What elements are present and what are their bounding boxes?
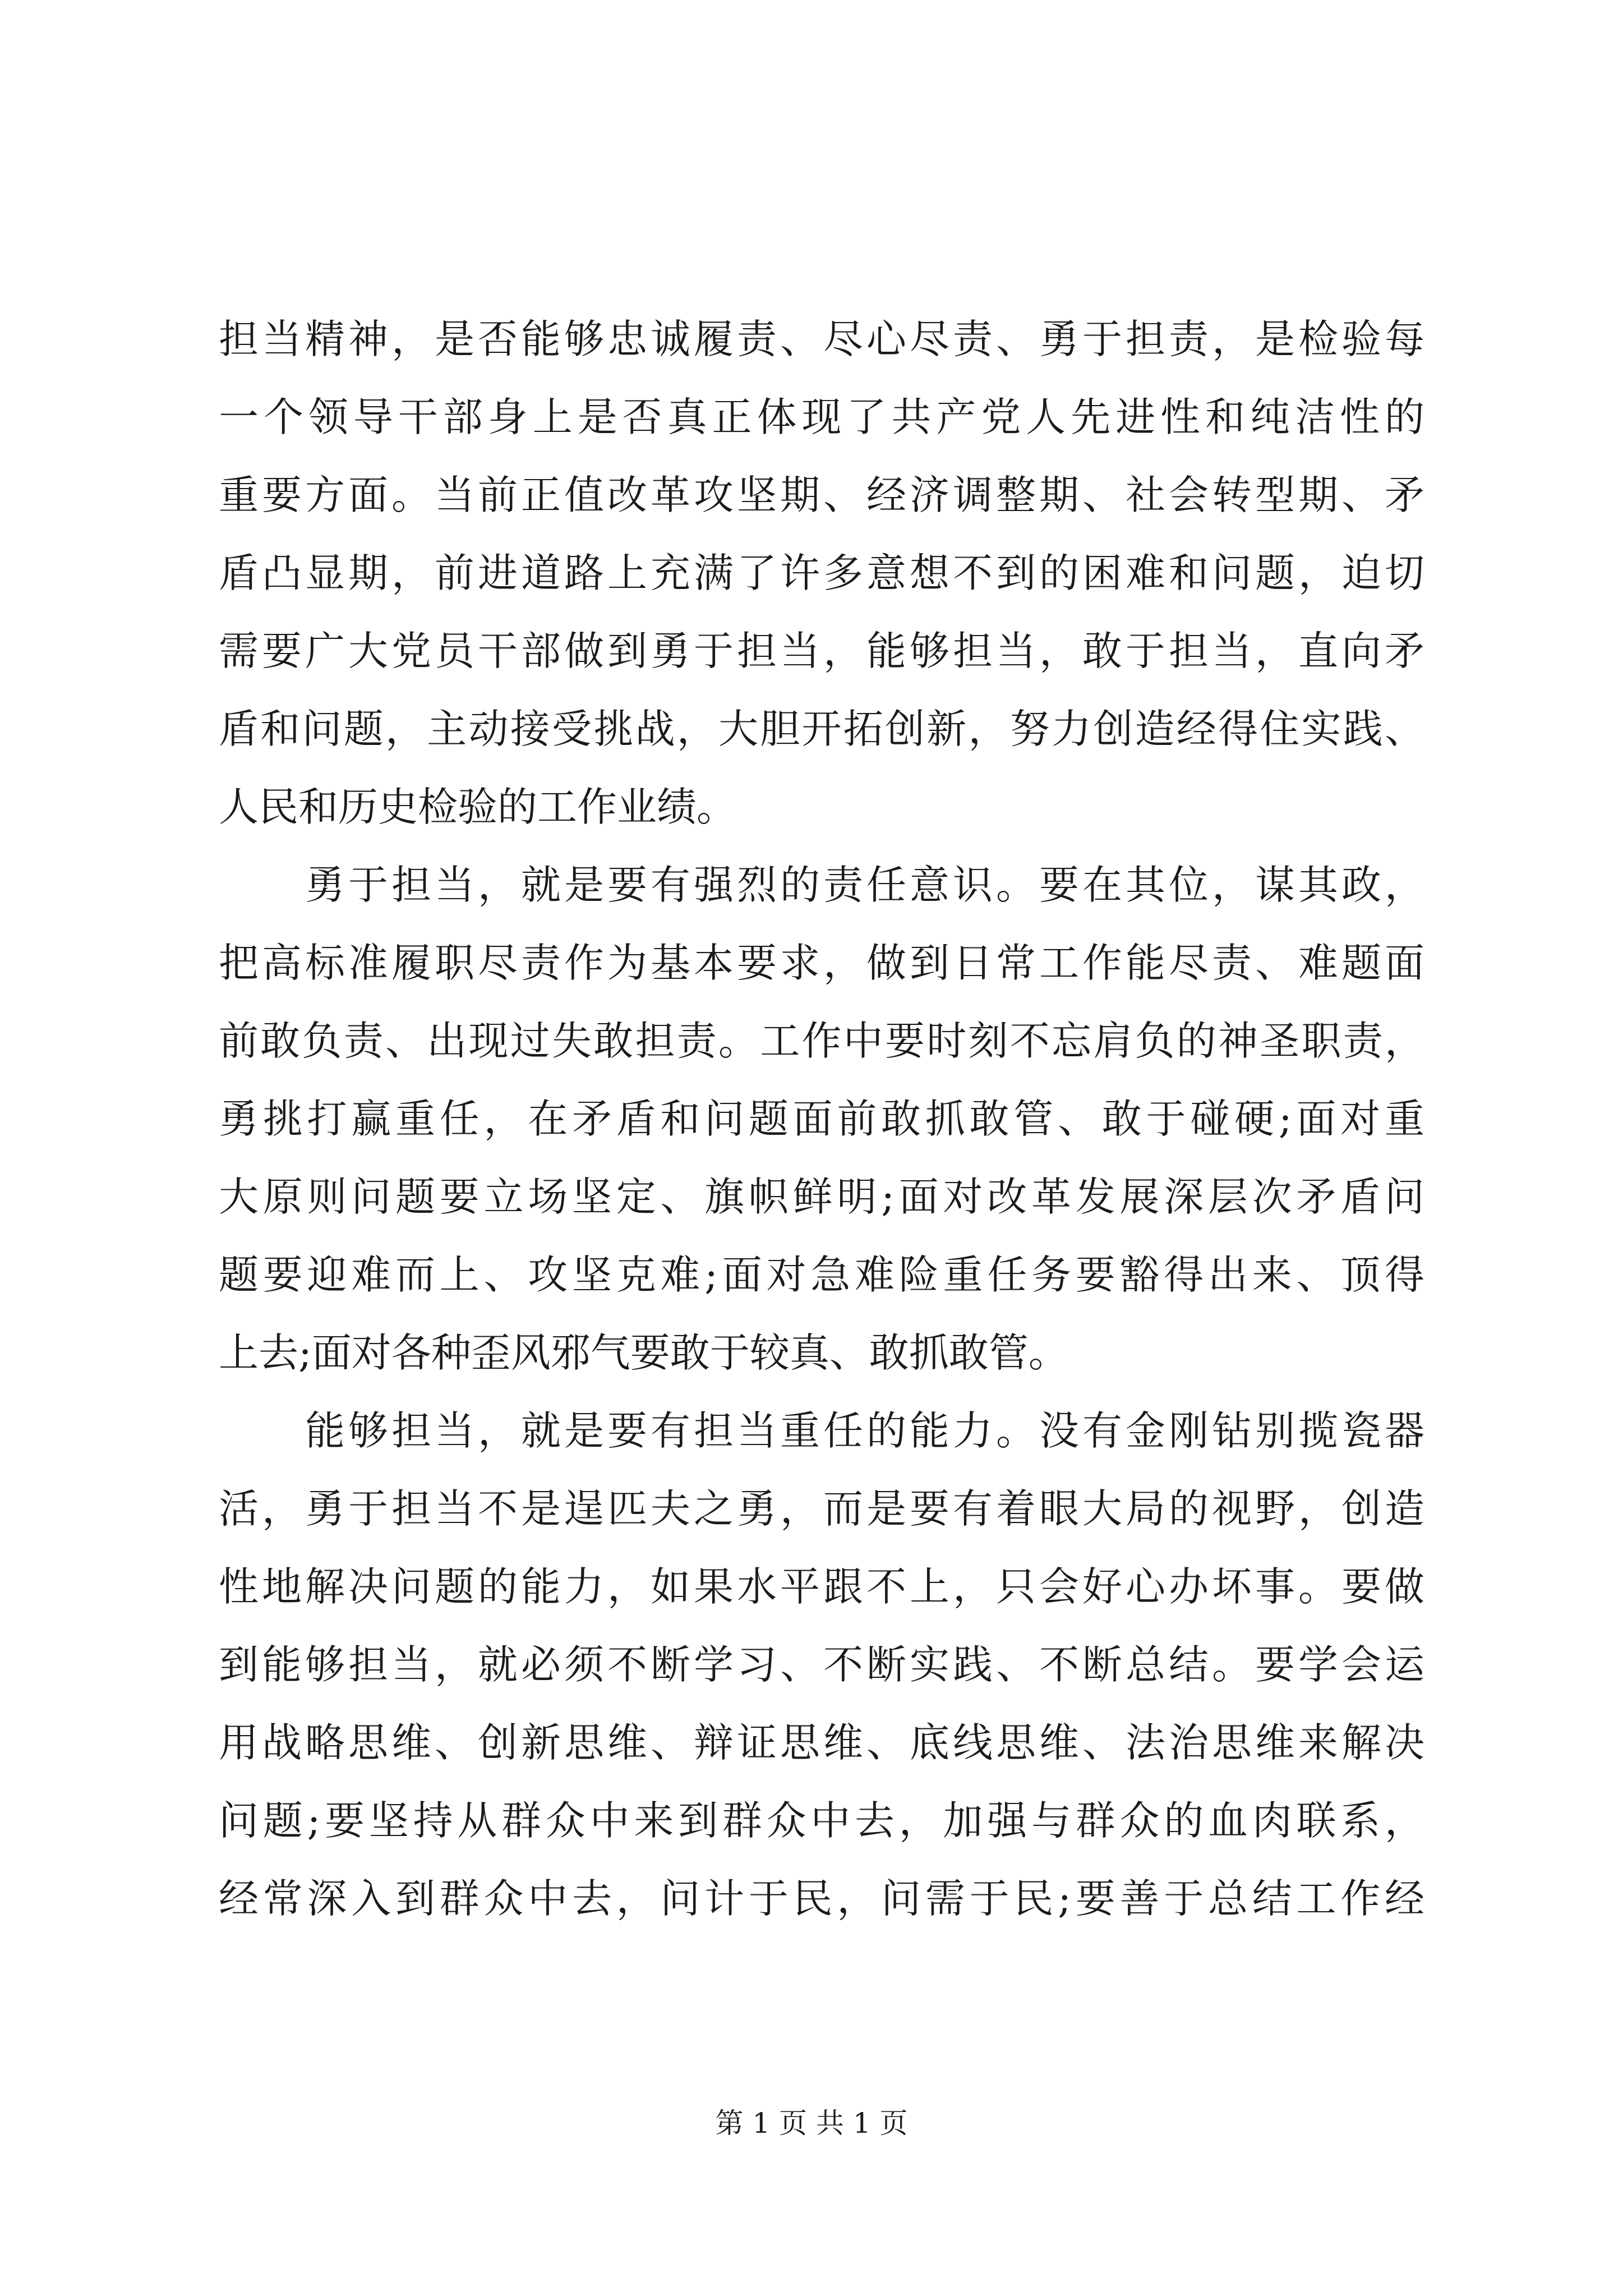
text-line: 能够担当，就是要有担当重任的能力。没有金刚钻别揽瓷器 <box>219 1407 1424 1454</box>
text-line: 盾凸显期，前进道路上充满了许多意想不到的困难和问题，迫切 <box>219 550 1424 596</box>
text-line: 把高标准履职尽责作为基本要求，做到日常工作能尽责、难题面 <box>219 940 1424 986</box>
text-line: 经常深入到群众中去，问计于民，问需于民;要善于总结工作经 <box>219 1875 1424 1922</box>
text-line: 重要方面。当前正值改革攻坚期、经济调整期、社会转型期、矛 <box>219 472 1424 518</box>
text-line: 一个领导干部身上是否真正体现了共产党人先进性和纯洁性的 <box>219 394 1424 440</box>
text-line: 性地解决问题的能力，如果水平跟不上，只会好心办坏事。要做 <box>219 1563 1424 1610</box>
text-line: 担当精神，是否能够忠诚履责、尽心尽责、勇于担责，是检验每 <box>219 316 1424 362</box>
text-line: 问题;要坚持从群众中来到群众中去，加强与群众的血肉联系， <box>219 1797 1424 1844</box>
text-line: 需要广大党员干部做到勇于担当，能够担当，敢于担当，直向矛 <box>219 628 1424 674</box>
text-line: 人民和历史检验的工作业绩。 <box>219 784 737 830</box>
text-line: 活，勇于担当不是逞匹夫之勇，而是要有着眼大局的视野，创造 <box>219 1485 1424 1532</box>
text-line: 前敢负责、出现过失敢担责。工作中要时刻不忘肩负的神圣职责， <box>219 1018 1424 1064</box>
text-line: 勇于担当，就是要有强烈的责任意识。要在其位，谋其政， <box>219 862 1424 908</box>
document-body <box>219 300 1424 1938</box>
page-number-footer: 第 1 页 共 1 页 <box>715 2107 908 2139</box>
text-line: 盾和问题，主动接受挑战，大胆开拓创新，努力创造经得住实践、 <box>219 706 1424 752</box>
text-line: 用战略思维、创新思维、辩证思维、底线思维、法治思维来解决 <box>219 1719 1424 1766</box>
text-line: 上去;面对各种歪风邪气要敢于较真、敢抓敢管。 <box>219 1329 1068 1376</box>
text-line: 题要迎难而上、攻坚克难;面对急难险重任务要豁得出来、顶得 <box>219 1251 1424 1298</box>
text-line: 到能够担当，就必须不断学习、不断实践、不断总结。要学会运 <box>219 1641 1424 1688</box>
text-line: 勇挑打赢重任，在矛盾和问题面前敢抓敢管、敢于碰硬;面对重 <box>219 1096 1424 1142</box>
text-line: 大原则问题要立场坚定、旗帜鲜明;面对改革发展深层次矛盾问 <box>219 1174 1424 1220</box>
